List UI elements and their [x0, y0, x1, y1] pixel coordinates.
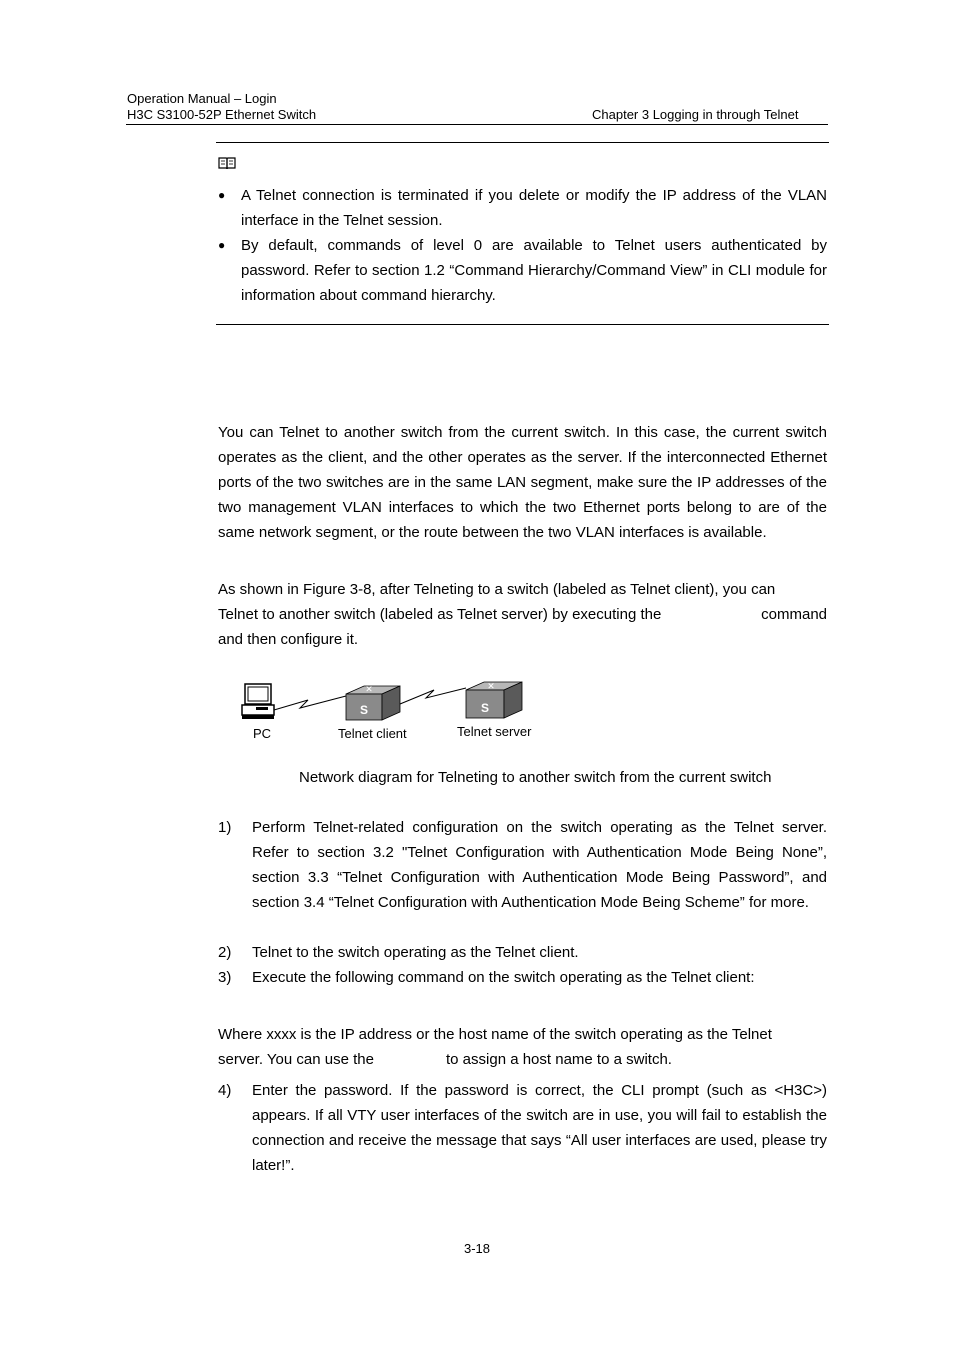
telnet-server-switch-icon [466, 681, 522, 718]
where-line-1: Where xxxx is the IP address or the host name of the switch operating as the Telnet [218, 1026, 772, 1043]
step-number: 3) [218, 969, 232, 986]
bullet-dot: ● [218, 238, 226, 252]
header-divider [126, 124, 828, 125]
note-bottom-divider [216, 324, 829, 325]
pc-label: PC [253, 726, 272, 741]
product-name: H3C S3100-52P Ethernet Switch [127, 107, 317, 122]
bullet-dot: ● [218, 188, 226, 202]
manual-title: Operation Manual – Login [127, 91, 277, 106]
note-bullet-text: A Telnet connection is terminated if you delete or modify the IP address of the VLAN interface in the Telnet session. [241, 187, 827, 229]
step-text: Enter the password. If the password is correct, the CLI prompt (such as <H3C>) appears. If all VTY user interfaces of the switch are in use, you will fail to establish the connection and receive the message that says “All user interfaces are used, please try later!”. [252, 1082, 827, 1174]
figure-ref-line-2-b: command [761, 606, 827, 623]
pc-icon [242, 684, 274, 719]
link-client-server [400, 688, 466, 704]
svg-text:✕: ✕ [487, 681, 495, 691]
step-text: Execute the following command on the switch operating as the Telnet client: [252, 969, 755, 986]
telnet-client-switch-icon [346, 684, 400, 720]
step-number: 2) [218, 944, 232, 961]
link-pc-client [274, 696, 346, 710]
figure-ref-line-2-a: Telnet to another switch (labeled as Telnet server) by executing the [218, 606, 662, 623]
svg-text:✕: ✕ [365, 684, 373, 694]
switch-letter: S [480, 701, 490, 715]
step-text: Perform Telnet-related configuration on the switch operating as the Telnet server. Refer to section 3.2 "Telnet Configuration with Authentication Mode Being None”, section 3.3 “Telnet Configuration with Authentication Mode Being Password”, and section 3.4 “Telnet Configuration with Authentication Mode Being Scheme” for more. [252, 819, 827, 911]
step-number: 4) [218, 1082, 232, 1099]
book-icon [218, 156, 236, 170]
intro-paragraph: You can Telnet to another switch from the current switch. In this case, the current switch operates as the client, and the other operates as the server. If the interconnected Ethernet ports of the two switches are in the same LAN segment, make sure the IP addresses of the two management VLAN interfaces to which the two Ethernet ports belong to are of the same network segment, or the route between the two VLAN interfaces is available. [218, 424, 827, 541]
step-text: Telnet to the switch operating as the Telnet client. [252, 944, 579, 961]
where-line-2-a: server. You can use the [218, 1051, 374, 1068]
note-bullet-text: By default, commands of level 0 are available to Telnet users authenticated by password. Refer to section 1.2 “Command Hierarchy/Command View” in CLI module for information about command hierarchy. [241, 237, 827, 304]
figure-ref-line-1: As shown in Figure 3-8, after Telneting to a switch (labeled as Telnet client), you can [218, 581, 776, 598]
page-number: 3-18 [463, 1241, 491, 1256]
step-number: 1) [218, 819, 232, 836]
telnet-server-label: Telnet server [457, 724, 532, 739]
note-top-divider [216, 142, 829, 143]
switch-letter: S [359, 703, 369, 717]
where-line-2-b: to assign a host name to a switch. [446, 1051, 672, 1068]
figure-caption: Network diagram for Telneting to another switch from the current switch [299, 769, 772, 786]
telnet-client-label: Telnet client [338, 726, 407, 741]
figure-ref-line-3: and then configure it. [218, 631, 359, 648]
network-diagram [236, 676, 546, 726]
chapter-title: Chapter 3 Logging in through Telnet [592, 107, 799, 122]
